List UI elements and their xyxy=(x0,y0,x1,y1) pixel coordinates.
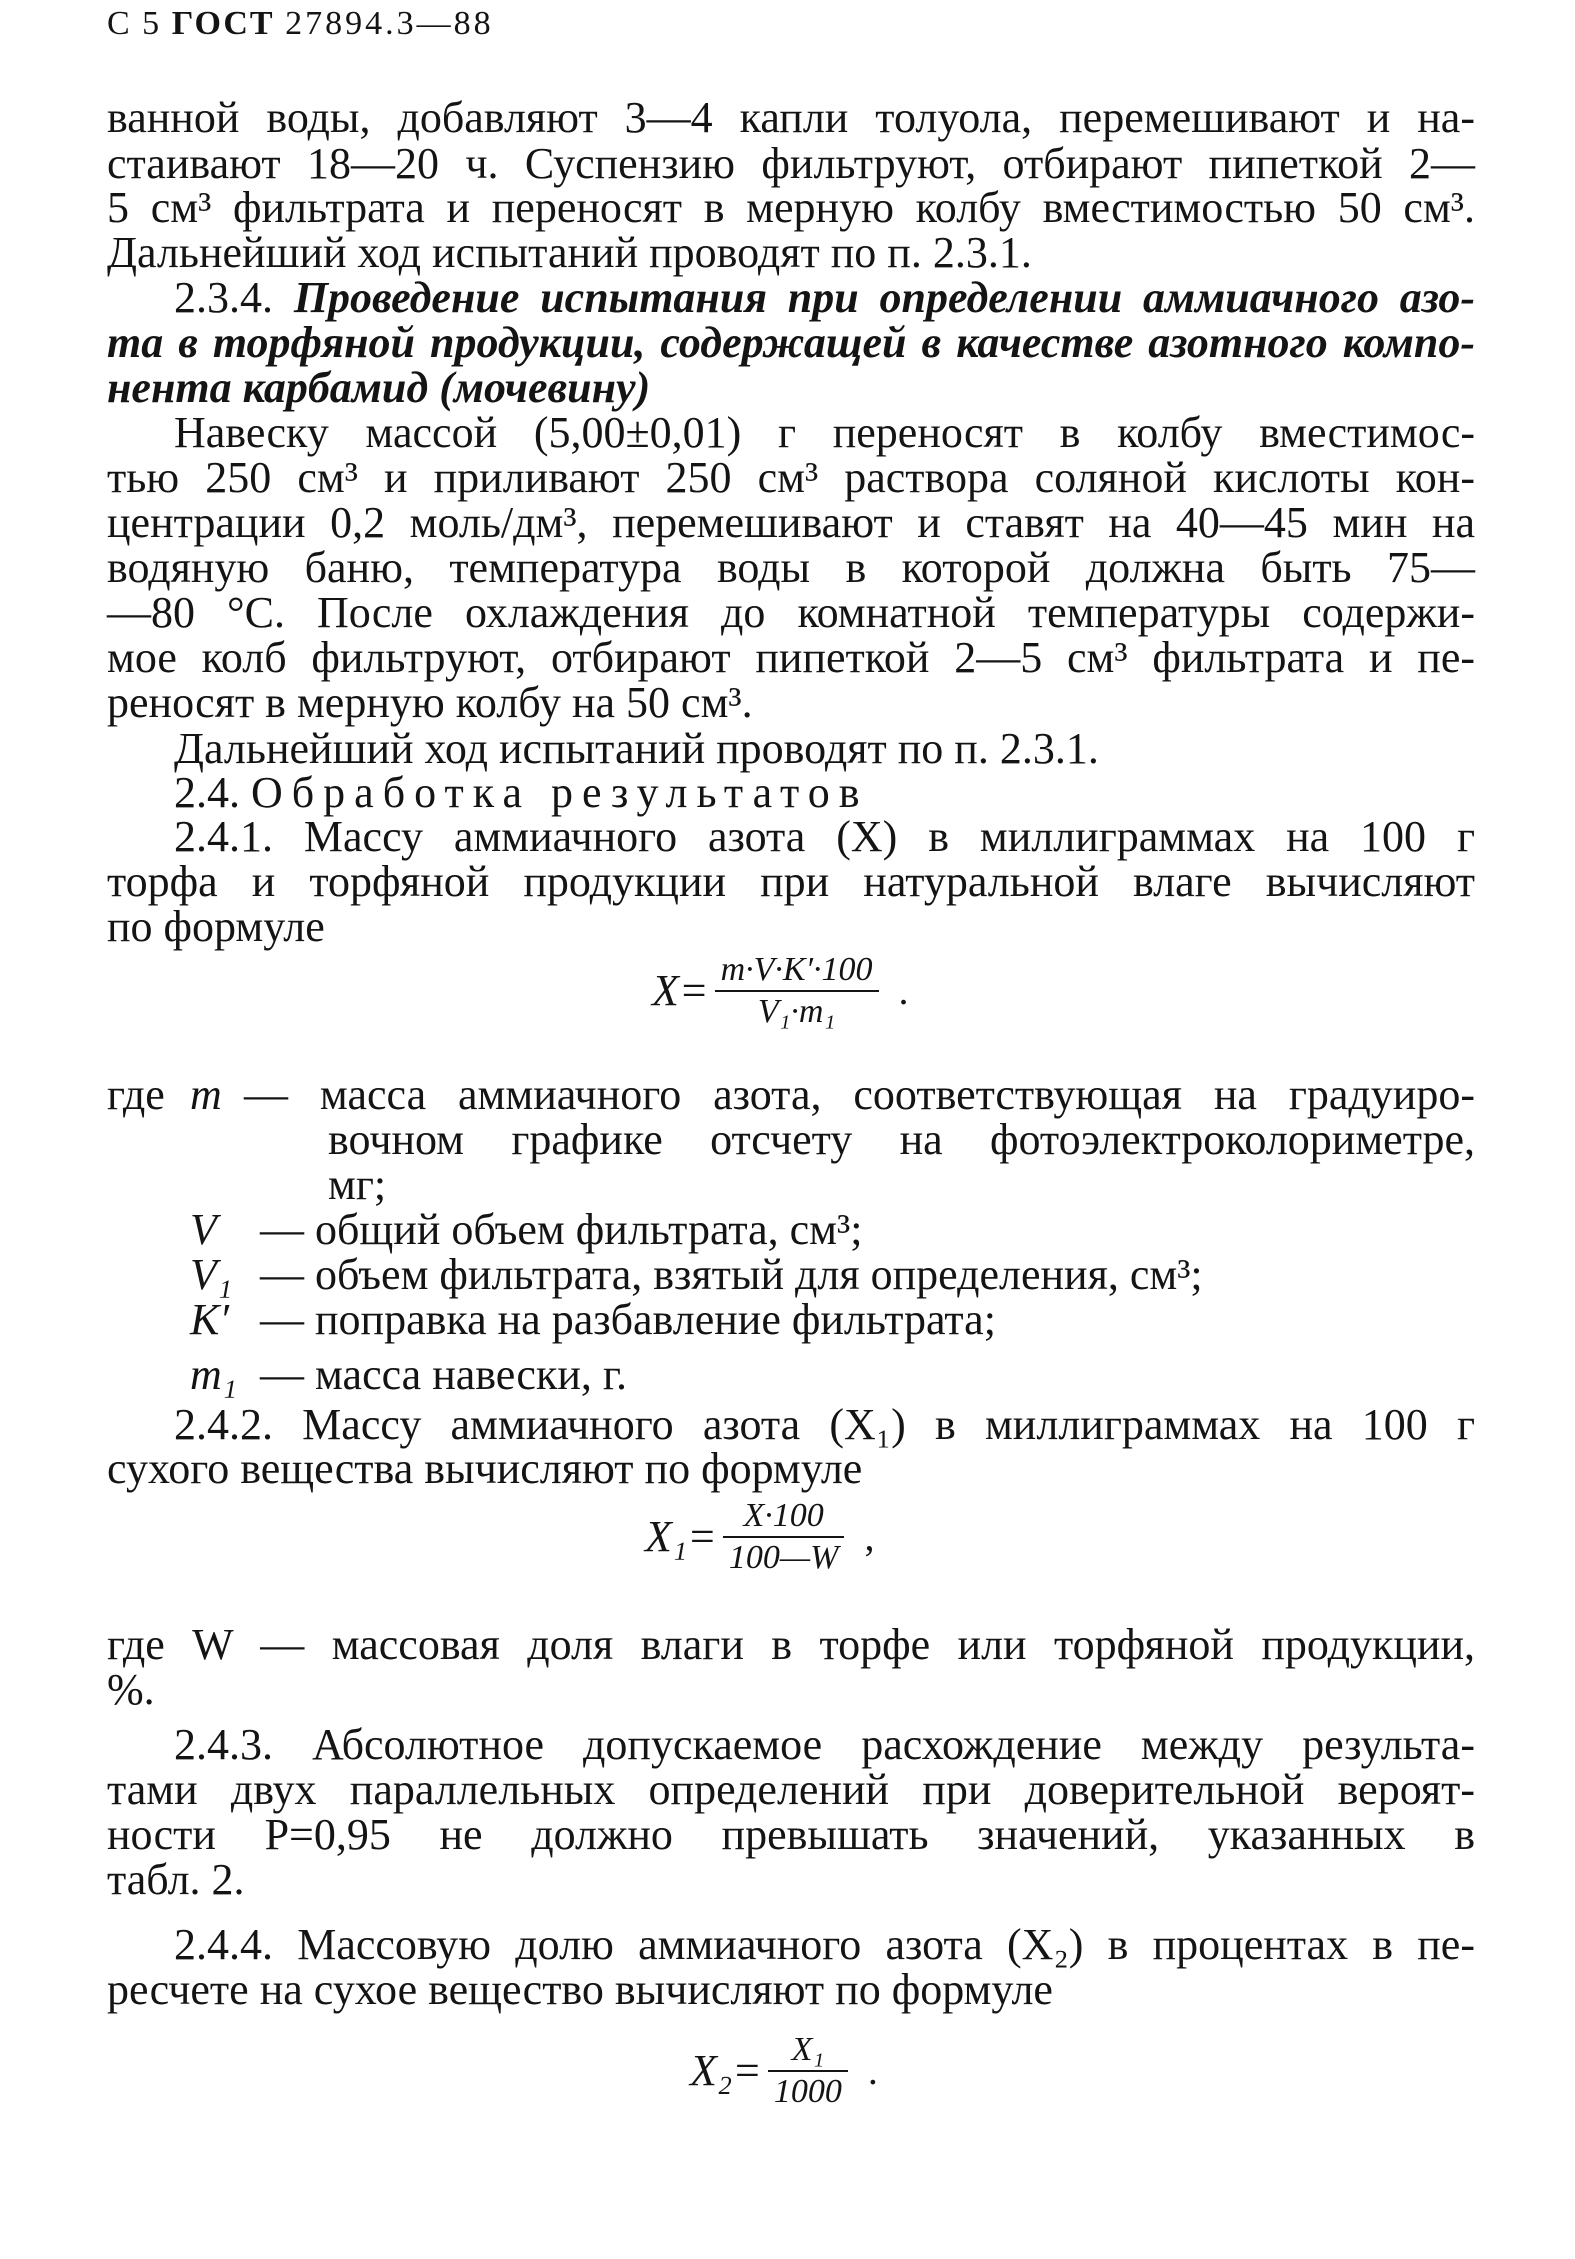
text-line: Навеску массой (5,00±0,01) г переносят в колбу вместимос- xyxy=(174,408,1475,457)
formula-denominator: 1000 xyxy=(773,2073,842,2110)
text-line: стаивают 18—20 ч. Суспензию фильтруют, отбирают пипеткой 2— xyxy=(107,139,1475,188)
text-line: торфа и торфяной продукции при натуральной влаге вычисляют xyxy=(107,857,1475,906)
text-line: 2.4.3. Абсолютное допускаемое расхождение между результа- xyxy=(174,1720,1475,1769)
clause-title-line: та в торфяной продукции, содержащей в качестве азотного компо- xyxy=(107,318,1475,367)
def-symbol: K′ xyxy=(190,1295,229,1344)
text-line: 5 см³ фильтрата и переносят в мерную колбу вместимостью 50 см³. xyxy=(107,183,1475,232)
text-line: водяную баню, температура воды в которой должна быть 75— xyxy=(107,543,1475,592)
clause-number: 2.3.4. xyxy=(174,273,273,322)
text-line: ванной воды, добавляют 3—4 капли толуола, перемешивают и на- xyxy=(107,93,1475,142)
def-text: — масса навески, г. xyxy=(260,1350,627,1399)
text-line: центрации 0,2 моль/дм³, перемешивают и ставят на 40—45 мин на xyxy=(107,498,1475,547)
text-line: %. xyxy=(107,1665,155,1714)
text-line: где W — массовая доля влаги в торфе или торфяной продукции, xyxy=(107,1620,1475,1669)
text-line: тью 250 см³ и приливают 250 см³ раствора соляной кислоты кон- xyxy=(107,453,1475,502)
text-line: мое колб фильтруют, отбирают пипеткой 2—5 см³ фильтрата и пе- xyxy=(107,633,1475,682)
formula-numerator: m·V·K′·100 xyxy=(715,950,879,992)
formula-fraction xyxy=(768,2030,848,2112)
def-symbol: V₁ xyxy=(190,1250,233,1299)
def-symbol: V xyxy=(190,1205,217,1254)
formula-x xyxy=(652,950,909,1032)
def-symbol: m₁ xyxy=(190,1350,238,1399)
standard-number: 27894.3—88 xyxy=(285,5,494,42)
clause-2-3-4-title xyxy=(174,273,1475,323)
clause-title-line: Проведение испытания при определении аммиачного азо- xyxy=(293,273,1475,322)
text-line: реносят в мерную колбу на 50 см³. xyxy=(107,678,753,727)
text-line: Дальнейший ход испытаний проводят по п. 2.3.1. xyxy=(174,724,1099,773)
text-line: ресчете на сухое вещество вычисляют по формуле xyxy=(107,1965,1053,2014)
page-header xyxy=(107,4,494,44)
text-line: —80 °С. После охлаждения до комнатной температуры содержи- xyxy=(107,588,1475,637)
text-line: по формуле xyxy=(107,902,325,951)
text-line: сухого вещества вычисляют по формуле xyxy=(107,1444,863,1493)
formula-end: , xyxy=(864,1514,875,1559)
page-number: С 5 xyxy=(107,5,162,42)
text-line: ности P=0,95 не должно превышать значений, указанных в xyxy=(107,1810,1475,1859)
def-text: — объем фильтрата, взятый для определения, см³; xyxy=(260,1250,1203,1299)
formula-lhs: X₂= xyxy=(690,2046,762,2095)
section-2-4-heading xyxy=(174,768,1475,818)
clause-title-line: нента карбамид (мочевину) xyxy=(107,363,651,412)
text-line: Дальнейший ход испытаний проводят по п. 2.3.1. xyxy=(107,228,1032,277)
section-title: Обработка результатов xyxy=(251,768,869,817)
formula-fraction xyxy=(723,1496,845,1578)
text-line: тами двух параллельных определений при доверительной вероят- xyxy=(107,1765,1475,1814)
def-text: — общий объем фильтрата, см³; xyxy=(260,1205,863,1254)
formula-end: . xyxy=(867,2048,878,2093)
formula-fraction xyxy=(715,950,879,1032)
where-label: где xyxy=(107,1070,165,1119)
text-line: 2.4.1. Массу аммиачного азота (X) в миллиграммах на 100 г xyxy=(174,812,1475,861)
def-text: — поправка на разбавление фильтрата; xyxy=(260,1295,996,1344)
formula-end: . xyxy=(898,968,909,1013)
text-line: 2.4.4. Массовую долю аммиачного азота (X₂) в процентах в пе- xyxy=(174,1920,1475,1969)
section-number: 2.4. xyxy=(174,768,240,817)
def-text: мг; xyxy=(328,1160,387,1209)
formula-numerator: X₁ xyxy=(768,2030,848,2072)
formula-numerator: X·100 xyxy=(723,1496,845,1538)
formula-x1 xyxy=(645,1496,874,1578)
standard-label: ГОСТ xyxy=(171,5,275,42)
text-line: табл. 2. xyxy=(107,1855,245,1904)
formula-lhs: X₁= xyxy=(645,1512,717,1561)
formula-x2 xyxy=(690,2030,878,2112)
text-line: 2.4.2. Массу аммиачного азота (X₁) в миллиграммах на 100 г xyxy=(174,1400,1475,1449)
def-symbol: m xyxy=(190,1070,222,1119)
def-text: вочном графике отсчету на фотоэлектроколориметре, xyxy=(328,1115,1475,1164)
formula-denominator: 100—W xyxy=(728,1539,839,1576)
def-text: — масса аммиачного азота, соответствующая на градуиро- xyxy=(244,1070,1475,1119)
formula-lhs: X= xyxy=(652,966,709,1015)
formula-denominator: V₁·m₁ xyxy=(757,993,836,1030)
